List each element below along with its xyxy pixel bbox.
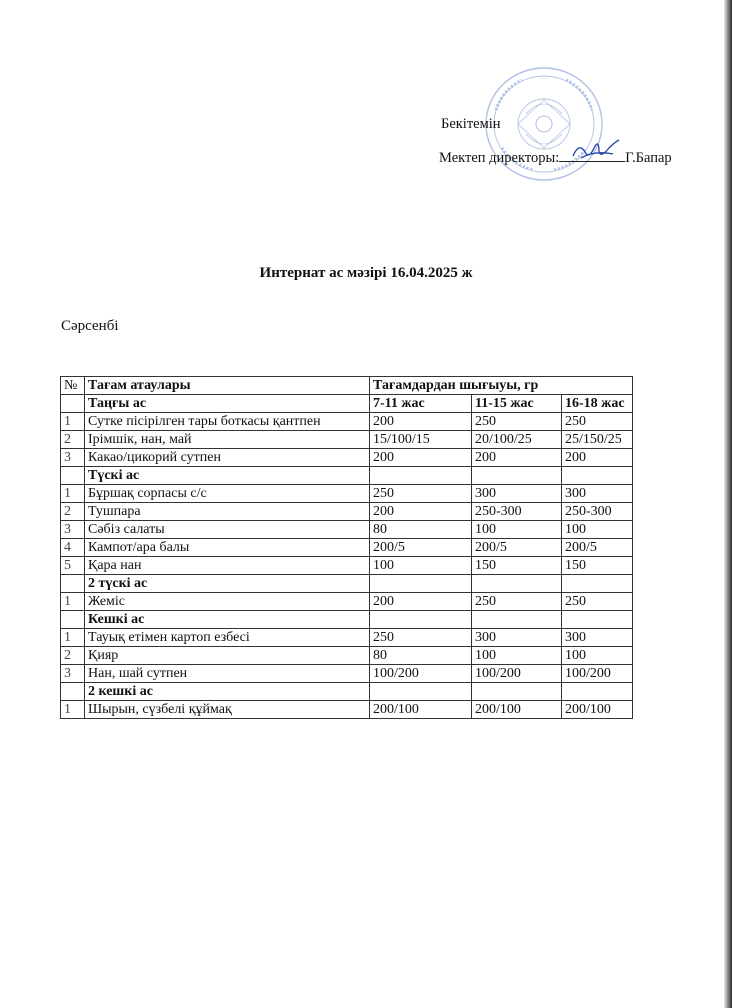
portion-7-11: 100 [370,557,472,575]
portion-7-11: 80 [370,521,472,539]
menu-table-body [61,395,633,719]
table-row [61,503,633,521]
row-number: 1 [61,413,85,431]
empty-cell [472,683,562,701]
portion-7-11: 250 [370,629,472,647]
approval-title: Бекітемін [441,116,501,132]
meal-header-num [61,611,85,629]
portion-11-15: 300 [472,485,562,503]
portion-16-18: 300 [562,629,633,647]
table-row [61,665,633,683]
row-number: 3 [61,521,85,539]
dish-name: Шырын, сүзбелі құймақ [85,701,370,719]
table-row [61,629,633,647]
dish-name: Нан, шай сутпен [85,665,370,683]
meal-name: Кешкі ас [85,611,370,629]
meal-header-row [61,611,633,629]
dish-name: Қияр [85,647,370,665]
dish-name: Жеміс [85,593,370,611]
table-row [61,431,633,449]
director-line [439,148,672,167]
row-number: 2 [61,647,85,665]
meal-header-num [61,467,85,485]
director-position-label: Мектеп директоры: [439,150,560,166]
portion-16-18: 100/200 [562,665,633,683]
meal-header-row [61,575,633,593]
portion-11-15: 100 [472,647,562,665]
dish-name: Сәбіз салаты [85,521,370,539]
portion-16-18: 25/150/25 [562,431,633,449]
dish-name: Какао/цикорий сутпен [85,449,370,467]
portion-11-15: 250-300 [472,503,562,521]
dish-name: Кампот/ара балы [85,539,370,557]
empty-cell [472,467,562,485]
row-number: 1 [61,701,85,719]
scan-page-edge [724,0,732,1008]
row-number: 1 [61,485,85,503]
portion-7-11: 100/200 [370,665,472,683]
row-number: 2 [61,503,85,521]
portion-7-11: 200 [370,449,472,467]
age-group-header: 7-11 жас [370,395,472,413]
portion-16-18: 100 [562,521,633,539]
empty-cell [472,575,562,593]
portion-16-18: 200/5 [562,539,633,557]
empty-cell [370,575,472,593]
dish-name: Қара нан [85,557,370,575]
empty-cell [562,683,633,701]
signature-line [559,148,625,162]
handwritten-signature [569,138,621,164]
table-row [61,521,633,539]
weekday-label: Сәрсенбі [61,318,119,334]
portion-7-11: 200 [370,593,472,611]
meal-header-row [61,467,633,485]
portion-16-18: 150 [562,557,633,575]
table-row [61,449,633,467]
director-name: Г.Бапар [625,150,672,166]
row-number: 5 [61,557,85,575]
portion-16-18: 100 [562,647,633,665]
document-title: Интернат ас мәзірі 16.04.2025 ж [259,265,473,281]
dish-name: Тушпара [85,503,370,521]
empty-cell [562,575,633,593]
meal-name: 2 түскі ас [85,575,370,593]
portion-16-18: 250 [562,413,633,431]
meal-header-row [61,395,633,413]
dish-name: Тауық етімен картоп езбесі [85,629,370,647]
header-num: № [61,377,85,395]
empty-cell [370,683,472,701]
meal-header-num [61,683,85,701]
portion-7-11: 200 [370,503,472,521]
portion-11-15: 100/200 [472,665,562,683]
portion-7-11: 250 [370,485,472,503]
empty-cell [370,467,472,485]
portion-11-15: 250 [472,413,562,431]
table-header-row [61,377,633,395]
empty-cell [562,467,633,485]
portion-11-15: 250 [472,593,562,611]
portion-11-15: 20/100/25 [472,431,562,449]
table-row [61,593,633,611]
table-row [61,485,633,503]
portion-11-15: 150 [472,557,562,575]
portion-7-11: 80 [370,647,472,665]
row-number: 2 [61,431,85,449]
table-row [61,647,633,665]
age-group-header: 16-18 жас [562,395,633,413]
table-row [61,701,633,719]
row-number: 3 [61,665,85,683]
dish-name: Сутке пісірілген тары боткасы қантпен [85,413,370,431]
portion-7-11: 15/100/15 [370,431,472,449]
meal-name: 2 кешкі ас [85,683,370,701]
meal-name: Таңғы ас [85,395,370,413]
portion-16-18: 250 [562,593,633,611]
empty-cell [562,611,633,629]
header-output: Тағамдардан шығыуы, гр [370,377,633,395]
portion-7-11: 200 [370,413,472,431]
header-dish-names: Тағам атаулары [85,377,370,395]
portion-11-15: 200/100 [472,701,562,719]
menu-table [60,376,633,719]
portion-16-18: 300 [562,485,633,503]
age-group-header: 11-15 жас [472,395,562,413]
empty-cell [472,611,562,629]
portion-16-18: 200 [562,449,633,467]
portion-7-11: 200/100 [370,701,472,719]
portion-11-15: 200/5 [472,539,562,557]
row-number: 3 [61,449,85,467]
meal-name: Түскі ас [85,467,370,485]
meal-header-row [61,683,633,701]
portion-16-18: 200/100 [562,701,633,719]
meal-header-num [61,395,85,413]
official-seal-stamp [482,64,612,188]
empty-cell [370,611,472,629]
portion-7-11: 200/5 [370,539,472,557]
row-number: 4 [61,539,85,557]
portion-11-15: 200 [472,449,562,467]
table-row [61,539,633,557]
dish-name: Ірімшік, нан, май [85,431,370,449]
meal-header-num [61,575,85,593]
table-row [61,413,633,431]
portion-11-15: 100 [472,521,562,539]
portion-16-18: 250-300 [562,503,633,521]
table-row [61,557,633,575]
dish-name: Бұршақ сорпасы с/с [85,485,370,503]
row-number: 1 [61,593,85,611]
row-number: 1 [61,629,85,647]
portion-11-15: 300 [472,629,562,647]
